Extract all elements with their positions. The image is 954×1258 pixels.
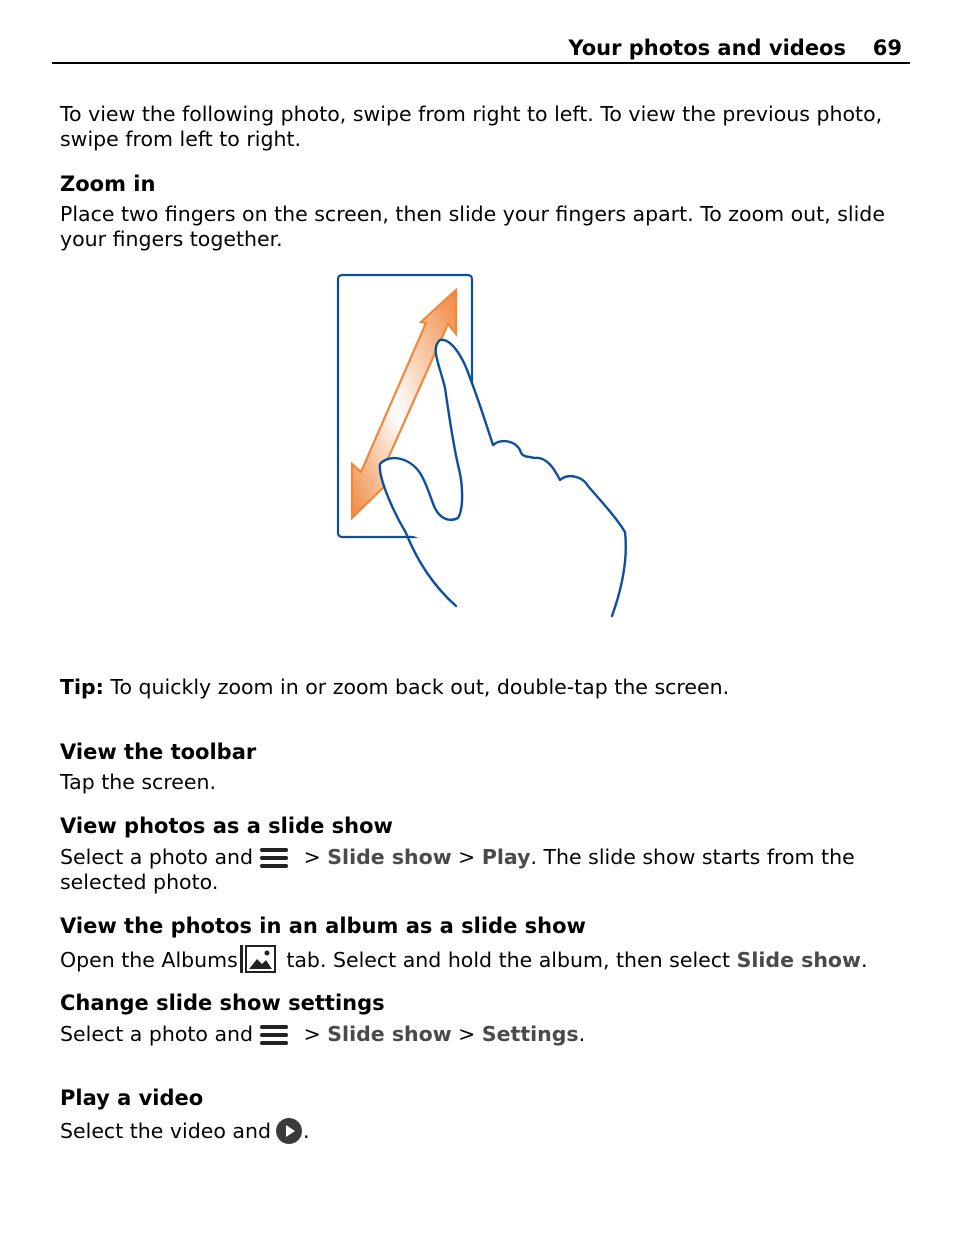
settings-term-2: Settings (481, 1022, 579, 1046)
settings-sep-1: > (297, 1022, 328, 1046)
slideshow-sep-1: > (297, 845, 328, 869)
slideshow-term-2: Play (481, 845, 531, 869)
zoom-heading: Zoom in (60, 172, 156, 196)
album-slideshow-heading: View the photos in an album as a slide show (60, 914, 586, 938)
slideshow-paragraph (60, 845, 910, 895)
settings-paragraph (60, 1022, 910, 1047)
slideshow-post: . The slide show starts from the selected photo. (60, 845, 855, 894)
toolbar-heading: View the toolbar (60, 740, 257, 764)
tip-text: To quickly zoom in or zoom back out, double-tap the screen. (103, 675, 730, 699)
zoom-paragraph: Place two fingers on the screen, then slide your fingers apart. To zoom out, slide your fingers together. (60, 202, 885, 251)
album-pre: Open the Albums (60, 948, 238, 972)
settings-pre: Select a photo and (60, 1022, 254, 1046)
album-mid: tab. Select and hold the album, then select (279, 948, 737, 972)
toolbar-paragraph: Tap the screen. (60, 770, 217, 794)
settings-term-1: Slide show (327, 1022, 452, 1046)
slideshow-pre: Select a photo and (60, 845, 254, 869)
video-heading: Play a video (60, 1086, 204, 1110)
settings-post: . (578, 1022, 586, 1046)
video-post: . (303, 1119, 310, 1143)
slideshow-heading: View photos as a slide show (60, 814, 393, 838)
album-slideshow-paragraph (60, 945, 910, 973)
album-post: . (860, 948, 868, 972)
video-paragraph (60, 1117, 910, 1145)
tip-paragraph (60, 675, 910, 700)
tip-label: Tip: (60, 675, 104, 699)
page-number: 69 (872, 36, 902, 60)
settings-sep-2: > (451, 1022, 482, 1046)
album-term: Slide show (736, 948, 861, 972)
intro-paragraph: To view the following photo, swipe from right to left. To view the previous photo, swipe from left to right. (60, 102, 883, 151)
menu-icon (259, 847, 289, 869)
menu-icon (259, 1024, 289, 1046)
video-pre: Select the video and (60, 1119, 271, 1143)
slideshow-sep-2: > (451, 845, 482, 869)
album-tab-icon (240, 945, 276, 973)
section-title: Your photos and videos (568, 36, 846, 60)
play-icon (275, 1117, 303, 1145)
slideshow-term-1: Slide show (327, 845, 452, 869)
page-header (52, 34, 910, 64)
pinch-zoom-illustration (330, 268, 640, 628)
settings-heading: Change slide show settings (60, 991, 385, 1015)
